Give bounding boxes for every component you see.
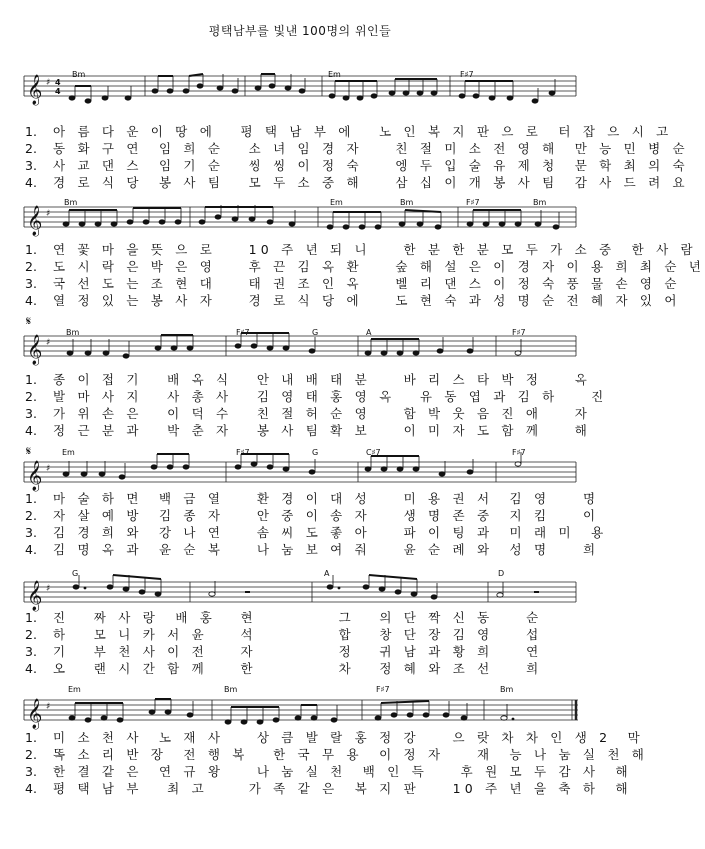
chord-label: C♯7 xyxy=(366,448,381,457)
lyric-verse-2: 2. 발 마 사 지 사 총 사 김 영 태 홍 영 옥 유 동 엽 과 김 하 진 xyxy=(25,388,608,404)
lyric-verse-3: 3. 기 부 천 사 이 전 자 정 귀 남 과 황 희 연 xyxy=(25,643,543,659)
svg-text:𝄞: 𝄞 xyxy=(27,581,43,611)
lyric-verse-4: 4. 정 근 분 과 박 춘 자 봉 사 팀 확 보 이 미 자 도 함 께 해 xyxy=(25,422,592,438)
svg-text:𝄞: 𝄞 xyxy=(27,206,43,236)
lyric-verse-2: 2. 도 시 락 은 박 은 영 후 끈 김 옥 환 숲 해 설 은 이 경 자 이 용 희 최 순 년 xyxy=(25,258,705,274)
svg-text:♯: ♯ xyxy=(46,464,51,474)
chord-label: Bm xyxy=(500,685,514,694)
song-title: 평택남부를 빛낸 100명의 위인들 xyxy=(208,24,392,38)
chord-label: F♯7 xyxy=(376,685,390,694)
chord-label: G xyxy=(312,448,319,457)
chord-label: Bm xyxy=(400,198,414,207)
chord-label: F♯7 xyxy=(512,448,526,457)
lyric-verse-2: 2. 똑 소 리 반 장 전 행 복 한 국 무 용 이 정 자 재 능 나 눔 실 천 해 xyxy=(25,746,649,762)
lyric-verse-2: 2. 자 살 예 방 김 종 자 안 중 이 송 자 생 명 존 중 지 킴 이 xyxy=(25,507,600,523)
chord-label: F♯7 xyxy=(466,198,480,207)
lyric-verse-3: 3. 사 교 댄 스 임 기 순 씽 씽 이 정 숙 엥 두 입 술 유 제 청 문 학 최 의 숙 xyxy=(25,157,689,173)
svg-text:4: 4 xyxy=(55,87,61,96)
lyric-verse-1: 1. 미 소 천 사 노 재 사 상 큼 발 랄 홍 정 강 으 랏 차 차 인 생 2 막 xyxy=(25,729,644,745)
chord-label: Em xyxy=(330,198,343,207)
lyric-verse-2: 2. 동 화 구 연 임 희 순 소 녀 임 경 자 친 절 미 소 전 영 해 만 능 민 병 순 xyxy=(25,140,689,156)
svg-text:♯: ♯ xyxy=(46,78,51,88)
svg-text:♯: ♯ xyxy=(46,702,51,712)
chord-label: Em xyxy=(68,685,81,694)
lyric-verse-1: 1. 아 름 다 운 이 땅 에 평 택 남 부 에 노 인 복 지 판 으 로 터 잡 으 시 고 xyxy=(25,123,673,139)
lyric-verse-1: 1. 진 짜 사 랑 배 홍 현 그 의 단 짝 신 동 순 xyxy=(25,609,543,625)
svg-text:𝄞: 𝄞 xyxy=(27,75,43,105)
lyric-verse-2: 2. 하 모 니 카 서 윤 석 합 창 단 장 김 영 섭 xyxy=(25,626,543,642)
chord-label: Em xyxy=(328,70,341,79)
chord-label: F♯7 xyxy=(236,328,250,337)
chord-label: G xyxy=(312,328,319,337)
chord-label: D xyxy=(498,569,505,578)
svg-text:4: 4 xyxy=(55,78,61,87)
lyric-verse-1: 1. 마 술 하 면 백 금 열 환 경 이 대 성 미 용 권 서 김 영 명 xyxy=(25,490,600,506)
chord-label: Bm xyxy=(64,198,78,207)
chord-label: F♯7 xyxy=(236,448,250,457)
lyric-verse-4: 4. 오 랜 시 간 함 께 한 차 정 혜 와 조 선 희 xyxy=(25,660,543,676)
chord-label: Bm xyxy=(72,70,86,79)
lyric-verse-1: 1. 연 꽃 마 을 뜻 으 로 10 주 년 되 니 한 분 한 분 모 두 가 소 중 한 사 람 xyxy=(25,241,697,257)
lyric-verse-4: 4. 평 택 남 부 최 고 가 족 같 은 복 지 판 10 주 년 을 축 하 해 xyxy=(25,780,632,796)
svg-text:♯: ♯ xyxy=(46,338,51,348)
chord-label: Bm xyxy=(66,328,80,337)
lyric-verse-3: 3. 한 결 같 은 연 규 왕 나 눔 실 천 백 인 득 후 원 모 두 감 사 해 xyxy=(25,763,632,779)
lyric-verse-3: 3. 국 선 도 는 조 현 대 태 권 조 인 옥 벨 리 댄 스 이 정 숙 풍 물 손 영 순 xyxy=(25,275,681,291)
lyric-verse-3: 3. 김 경 희 와 강 나 연 솜 씨 도 좋 아 파 이 팅 과 미 래 미 용 xyxy=(25,524,608,540)
svg-text:♯: ♯ xyxy=(46,209,51,219)
svg-text:𝄞: 𝄞 xyxy=(27,461,43,491)
chord-label: Bm xyxy=(224,685,238,694)
chord-label: A xyxy=(324,569,330,578)
chord-label: Em xyxy=(62,448,75,457)
lyric-verse-4: 4. 김 명 옥 과 윤 순 복 나 눔 보 여 줘 윤 순 례 와 성 명 희 xyxy=(25,541,600,557)
chord-label: Bm xyxy=(533,198,547,207)
chord-label: F♯7 xyxy=(460,70,474,79)
svg-text:♯: ♯ xyxy=(46,584,51,594)
lyric-verse-4: 4. 열 정 있 는 봉 사 자 경 로 식 당 에 도 현 숙 과 성 명 순 전 혜 자 있 어 xyxy=(25,292,681,308)
segno-icon: 𝄋 xyxy=(26,314,32,328)
chord-label: F♯7 xyxy=(512,328,526,337)
lyric-verse-4: 4. 경 로 식 당 봉 사 팀 모 두 소 중 해 삼 십 이 개 봉 사 팀 감 사 드 려 요 xyxy=(25,174,689,190)
segno-icon: 𝄋 xyxy=(26,444,32,458)
chord-label: A xyxy=(366,328,372,337)
chord-label: G xyxy=(72,569,79,578)
svg-text:𝄞: 𝄞 xyxy=(27,335,43,365)
lyric-verse-3: 3. 가 위 손 은 이 덕 수 친 절 허 순 영 함 박 웃 음 진 애 자 xyxy=(25,405,592,421)
svg-text:𝄞: 𝄞 xyxy=(27,699,43,729)
lyric-verse-1: 1. 종 이 접 기 배 옥 식 안 내 배 태 분 바 리 스 타 박 정 옥 xyxy=(25,371,592,387)
